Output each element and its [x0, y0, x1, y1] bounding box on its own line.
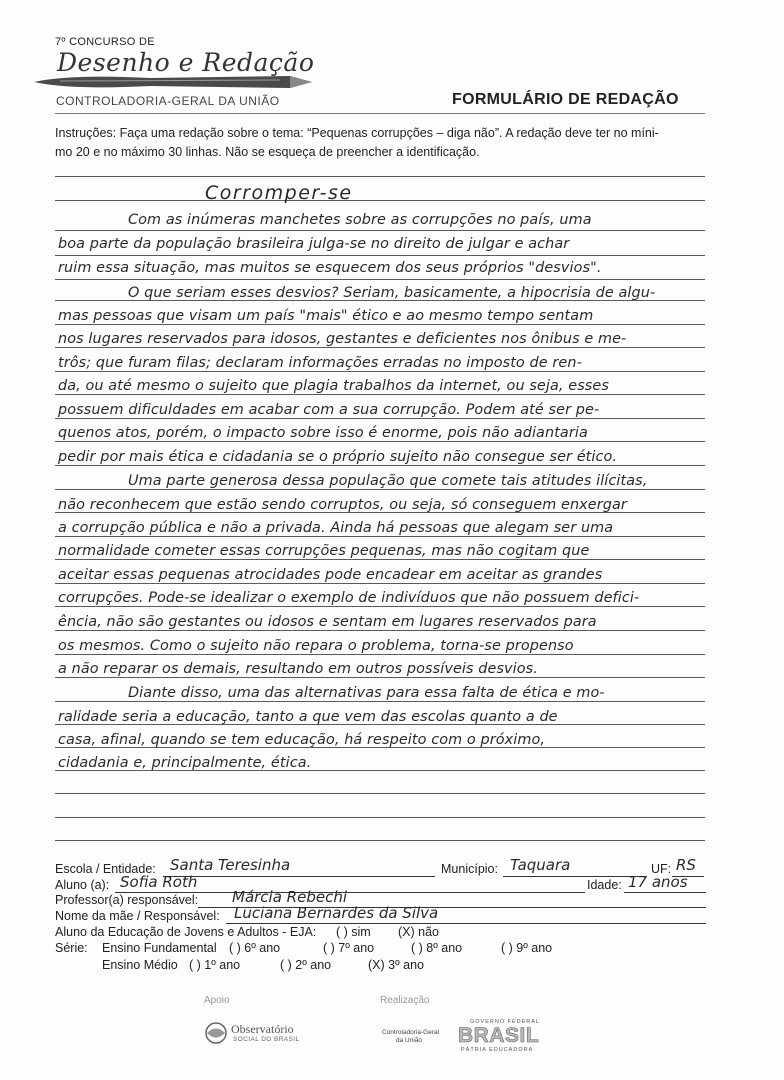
- ruled-line: [55, 347, 705, 348]
- medio-3-option[interactable]: (X) 3º ano: [368, 958, 424, 972]
- instructions-line-2: mo 20 e no máximo 30 linhas. Não se esqueça de preencher a identificação.: [55, 145, 480, 159]
- essay-title: Corromper-se: [205, 182, 353, 204]
- medio-2-option[interactable]: ( ) 2º ano: [280, 958, 332, 972]
- ruled-line: [55, 489, 705, 490]
- medio-1-option[interactable]: ( ) 1º ano: [189, 958, 241, 972]
- essay-line: da, ou até mesmo o sujeito que plagia trabalhos da internet, ou seja, esses: [58, 378, 609, 394]
- ruled-line: [55, 701, 705, 702]
- essay-line: os mesmos. Como o sujeito não repara o problema, torna-se propenso: [58, 638, 574, 654]
- mother-value: Luciana Bernardes da Silva: [234, 904, 439, 922]
- city-underline: [503, 876, 647, 877]
- essay-line: pedir por mais ética e cidadania se o próprio sujeito não consegue ser ético.: [58, 449, 618, 465]
- essay-line: ruim essa situação, mas muitos se esquecem dos seus próprios "desvios".: [58, 260, 602, 276]
- pencil-icon: [30, 68, 320, 96]
- ruled-line: [55, 630, 705, 631]
- essay-line: a corrupção pública e não a privada. Ainda há pessoas que alegam ser uma: [58, 520, 614, 536]
- ruled-line: [55, 230, 705, 231]
- ruled-line: [55, 176, 705, 177]
- eja-label: Aluno da Educação de Jovens e Adultos - EJA:: [55, 925, 317, 939]
- gov-label: GOVERNO FEDERAL: [470, 1019, 541, 1025]
- cgu-name-line-1: Controladoria-Geral: [382, 1029, 440, 1036]
- essay-line: O que seriam esses desvios? Seriam, basicamente, a hipocrisia de algu-: [128, 285, 656, 301]
- essay-line: corrupções. Pode-se idealizar o exemplo de indivíduos que não possuem defici-: [58, 590, 640, 606]
- essay-line: Diante disso, uma das alternativas para essa falta de ética e mo-: [128, 685, 605, 701]
- ruled-line: [55, 536, 705, 537]
- ruled-line: [55, 394, 705, 395]
- ruled-line: [55, 817, 705, 818]
- fundamental-6-option[interactable]: ( ) 6º ano: [229, 941, 281, 955]
- essay-line: ência, não são gestantes ou idosos e sentam em lugares reservados para: [58, 614, 597, 630]
- observatorio-subtitle: SOCIAL DO BRASIL: [233, 1036, 300, 1043]
- essay-line: boa parte da população brasileira julga-se no direito de julgar e achar: [58, 236, 570, 252]
- ruled-line: [55, 279, 705, 280]
- student-label: Aluno (a):: [55, 878, 110, 892]
- org-name: CONTROLADORIA-GERAL DA UNIÃO: [56, 94, 280, 108]
- cgu-name-line-2: da União: [396, 1037, 423, 1044]
- fundamental-9-option[interactable]: ( ) 9º ano: [501, 941, 553, 955]
- essay-line: aceitar essas pequenas atrocidades pode encadear em aceitar as grandes: [58, 567, 603, 583]
- observatorio-logo-icon: [203, 1020, 233, 1046]
- fundamental-8-option[interactable]: ( ) 8º ano: [411, 941, 463, 955]
- ruled-line: [55, 606, 705, 607]
- essay-line: Uma parte generosa dessa população que comete tais atitudes ilícitas,: [128, 473, 648, 489]
- teacher-value: Márcia Rebechi: [232, 888, 347, 906]
- essay-line: possuem dificuldades em acabar com a sua corrupção. Podem até ser pe-: [58, 402, 600, 418]
- ruled-line: [55, 793, 705, 794]
- student-value: Sofia Roth: [120, 873, 198, 891]
- contest-title: Desenho e Redação: [57, 48, 315, 77]
- fundamental-7-option[interactable]: ( ) 7º ano: [323, 941, 375, 955]
- instructions-line-1: Instruções: Faça uma redação sobre o tema: “Pequenas corrupções – diga não”. A redação deve ter no míni-: [55, 126, 659, 140]
- age-value: 17 anos: [628, 873, 688, 891]
- essay-line: Com as inúmeras manchetes sobre as corrupções no país, uma: [128, 212, 592, 228]
- ruled-line: [55, 200, 705, 201]
- essay-line: casa, afinal, quando se tem educação, há respeito com o próximo,: [58, 732, 546, 748]
- city-label: Município:: [441, 862, 498, 876]
- essay-line: não reconhecem que estão sendo corruptos, ou seja, só conseguem enxergar: [58, 497, 627, 513]
- ruled-line: [55, 465, 705, 466]
- essay-line: quenos atos, porém, o impacto sobre isso é enorme, pois não adiantaria: [58, 425, 588, 441]
- school-underline: [163, 876, 435, 877]
- medio-label: Ensino Médio: [102, 958, 178, 972]
- contest-edition: 7º CONCURSO DE: [55, 36, 155, 48]
- ruled-line: [55, 559, 705, 560]
- realizacao-label: Realização: [380, 995, 430, 1006]
- essay-line: a não reparar os demais, resultando em outros possíveis desvios.: [58, 661, 538, 677]
- uf-value: RS: [676, 856, 696, 874]
- age-underline: [624, 892, 706, 893]
- brasil-logo: BRASIL: [458, 1024, 540, 1047]
- observatorio-name: Observatório: [231, 1022, 294, 1036]
- city-value: Taquara: [510, 856, 571, 874]
- apoio-label: Apoio: [204, 995, 230, 1006]
- essay-line: trôs; que furam filas; declaram informações erradas no imposto de ren-: [58, 355, 582, 371]
- essay-line: mas pessoas que visam um país "mais" ético e ao mesmo tempo sentam: [58, 308, 594, 324]
- ruled-line: [55, 583, 705, 584]
- mother-underline: [226, 923, 706, 924]
- fundamental-label: Ensino Fundamental: [102, 941, 217, 955]
- essay-line: ralidade seria a educação, tanto a que vem das escolas quanto a de: [58, 709, 558, 725]
- ruled-line: [55, 255, 705, 256]
- essay-line: nos lugares reservados para idosos, gestantes e deficientes nos ônibus e me-: [58, 331, 627, 347]
- age-label: Idade:: [587, 878, 622, 892]
- ruled-line: [55, 654, 705, 655]
- ruled-line: [55, 677, 705, 678]
- eja-nao-option[interactable]: (X) não: [398, 925, 439, 939]
- essay-line: cidadania e, principalmente, ética.: [58, 755, 312, 771]
- essay-line: normalidade cometer essas corrupções pequenas, mas não cogitam que: [58, 543, 590, 559]
- eja-sim-option[interactable]: ( ) sim: [336, 925, 371, 939]
- form-title: FORMULÁRIO DE REDAÇÃO: [452, 91, 679, 108]
- patria-educadora: PÁTRIA EDUCADORA: [461, 1047, 534, 1053]
- serie-label: Série:: [55, 941, 88, 955]
- ruled-line: [55, 418, 705, 419]
- uf-label: UF:: [651, 862, 672, 876]
- ruled-line: [55, 324, 705, 325]
- mother-label: Nome da mãe / Responsável:: [55, 909, 220, 923]
- ruled-line: [55, 371, 705, 372]
- ruled-line: [55, 441, 705, 442]
- school-label: Escola / Entidade:: [55, 862, 156, 876]
- header-divider: [55, 113, 705, 114]
- teacher-label: Professor(a) responsável:: [55, 893, 199, 907]
- school-value: Santa Teresinha: [170, 856, 291, 874]
- ruled-line: [55, 840, 705, 841]
